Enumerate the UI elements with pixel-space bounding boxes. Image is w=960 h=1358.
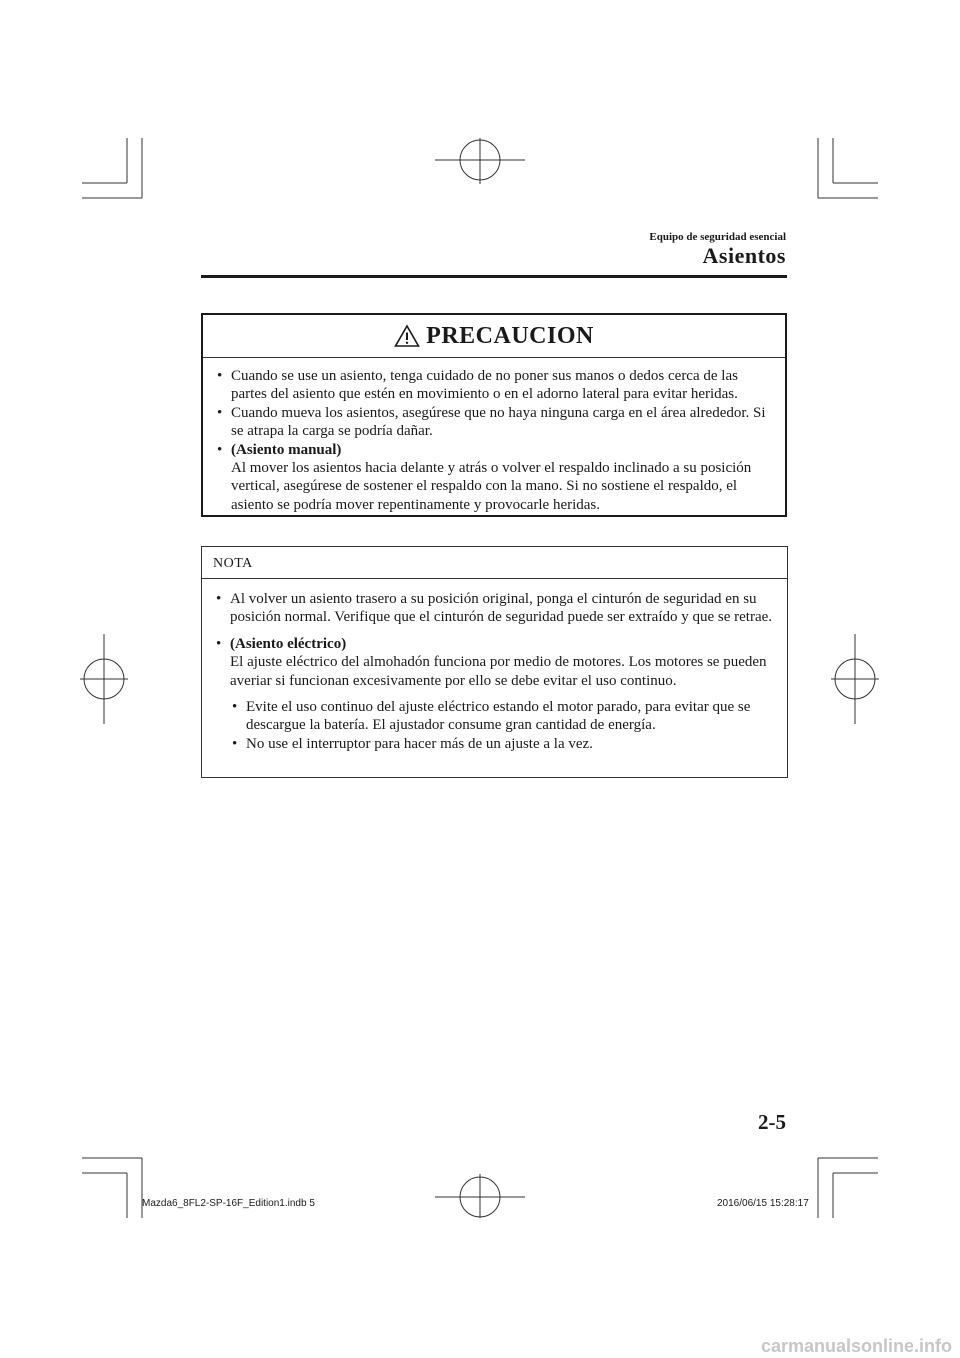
bullet-marker: • xyxy=(217,404,223,421)
note-item-text: Al volver un asiento trasero a su posición original, ponga el cinturón de seguridad en su posición normal. Verifique que el cinturón de seguridad puede ser extraído y que se retrae. xyxy=(230,591,773,626)
note-body xyxy=(202,579,787,753)
note-item-heading: (Asiento eléctrico) xyxy=(230,635,347,652)
bullet-marker: • xyxy=(232,735,238,752)
note-title: NOTA xyxy=(202,547,787,579)
note-item-text: El ajuste eléctrico del almohadón funciona por medio de motores. Los motores se pueden averiar si funcionan excesivamente por ello se debe evitar el uso continuo. xyxy=(230,654,767,689)
bullet-marker: • xyxy=(217,441,223,458)
caution-item xyxy=(215,441,771,515)
note-sub-item-text: No use el interruptor para hacer más de un ajuste a la vez. xyxy=(246,735,593,752)
page-number: 2-5 xyxy=(758,1110,786,1134)
warning-triangle-icon xyxy=(394,324,420,348)
page-title: Asientos xyxy=(702,243,786,268)
caution-item xyxy=(215,404,771,441)
note-item xyxy=(214,590,773,627)
caution-title: PRECAUCION xyxy=(426,322,594,349)
note-sub-item xyxy=(230,698,773,735)
note-sub-item xyxy=(230,735,773,753)
section-heading: Equipo de seguridad esencial xyxy=(649,231,786,243)
bullet-marker: • xyxy=(216,591,222,607)
header-divider xyxy=(201,275,787,278)
bullet-marker: • xyxy=(216,635,222,652)
note-item xyxy=(214,635,773,690)
caution-body xyxy=(203,358,785,514)
bullet-marker: • xyxy=(217,368,223,384)
bullet-marker: • xyxy=(232,699,238,716)
note-sub-item-text: Evite el uso continuo del ajuste eléctrico estando el motor parado, para evitar que se descargue la batería. El ajustador consume gran cantidad de energía. xyxy=(246,699,751,734)
caution-item-heading: (Asiento manual) xyxy=(231,441,342,458)
footer-file-name: Mazda6_8FL2-SP-16F_Edition1.indb 5 xyxy=(142,1198,315,1209)
caution-item xyxy=(215,367,771,404)
caution-box xyxy=(201,313,787,517)
caution-item-text: Cuando se use un asiento, tenga cuidado de no poner sus manos o dedos cerca de las partes del asiento que estén en movimiento o en el adorno lateral para evitar heridas. xyxy=(231,368,738,403)
watermark: carmanualsonline.info xyxy=(760,1336,952,1356)
caution-item-text: Cuando mueva los asientos, asegúrese que no haya ninguna carga en el área alrededor. Si se atrapa la carga se podría dañar. xyxy=(231,404,766,440)
caution-item-text: Al mover los asientos hacia delante y atrás o volver el respaldo inclinado a su posición vertical, asegúrese de sostener el respaldo con la mano. Si no sostiene el respaldo, el asiento se podría mover repentinamente y provocarle heridas. xyxy=(231,460,752,513)
footer-date: 2016/06/15 15:28:17 xyxy=(717,1198,809,1209)
caution-header xyxy=(203,315,785,358)
note-box xyxy=(201,546,788,778)
note-sub-list xyxy=(214,698,773,753)
